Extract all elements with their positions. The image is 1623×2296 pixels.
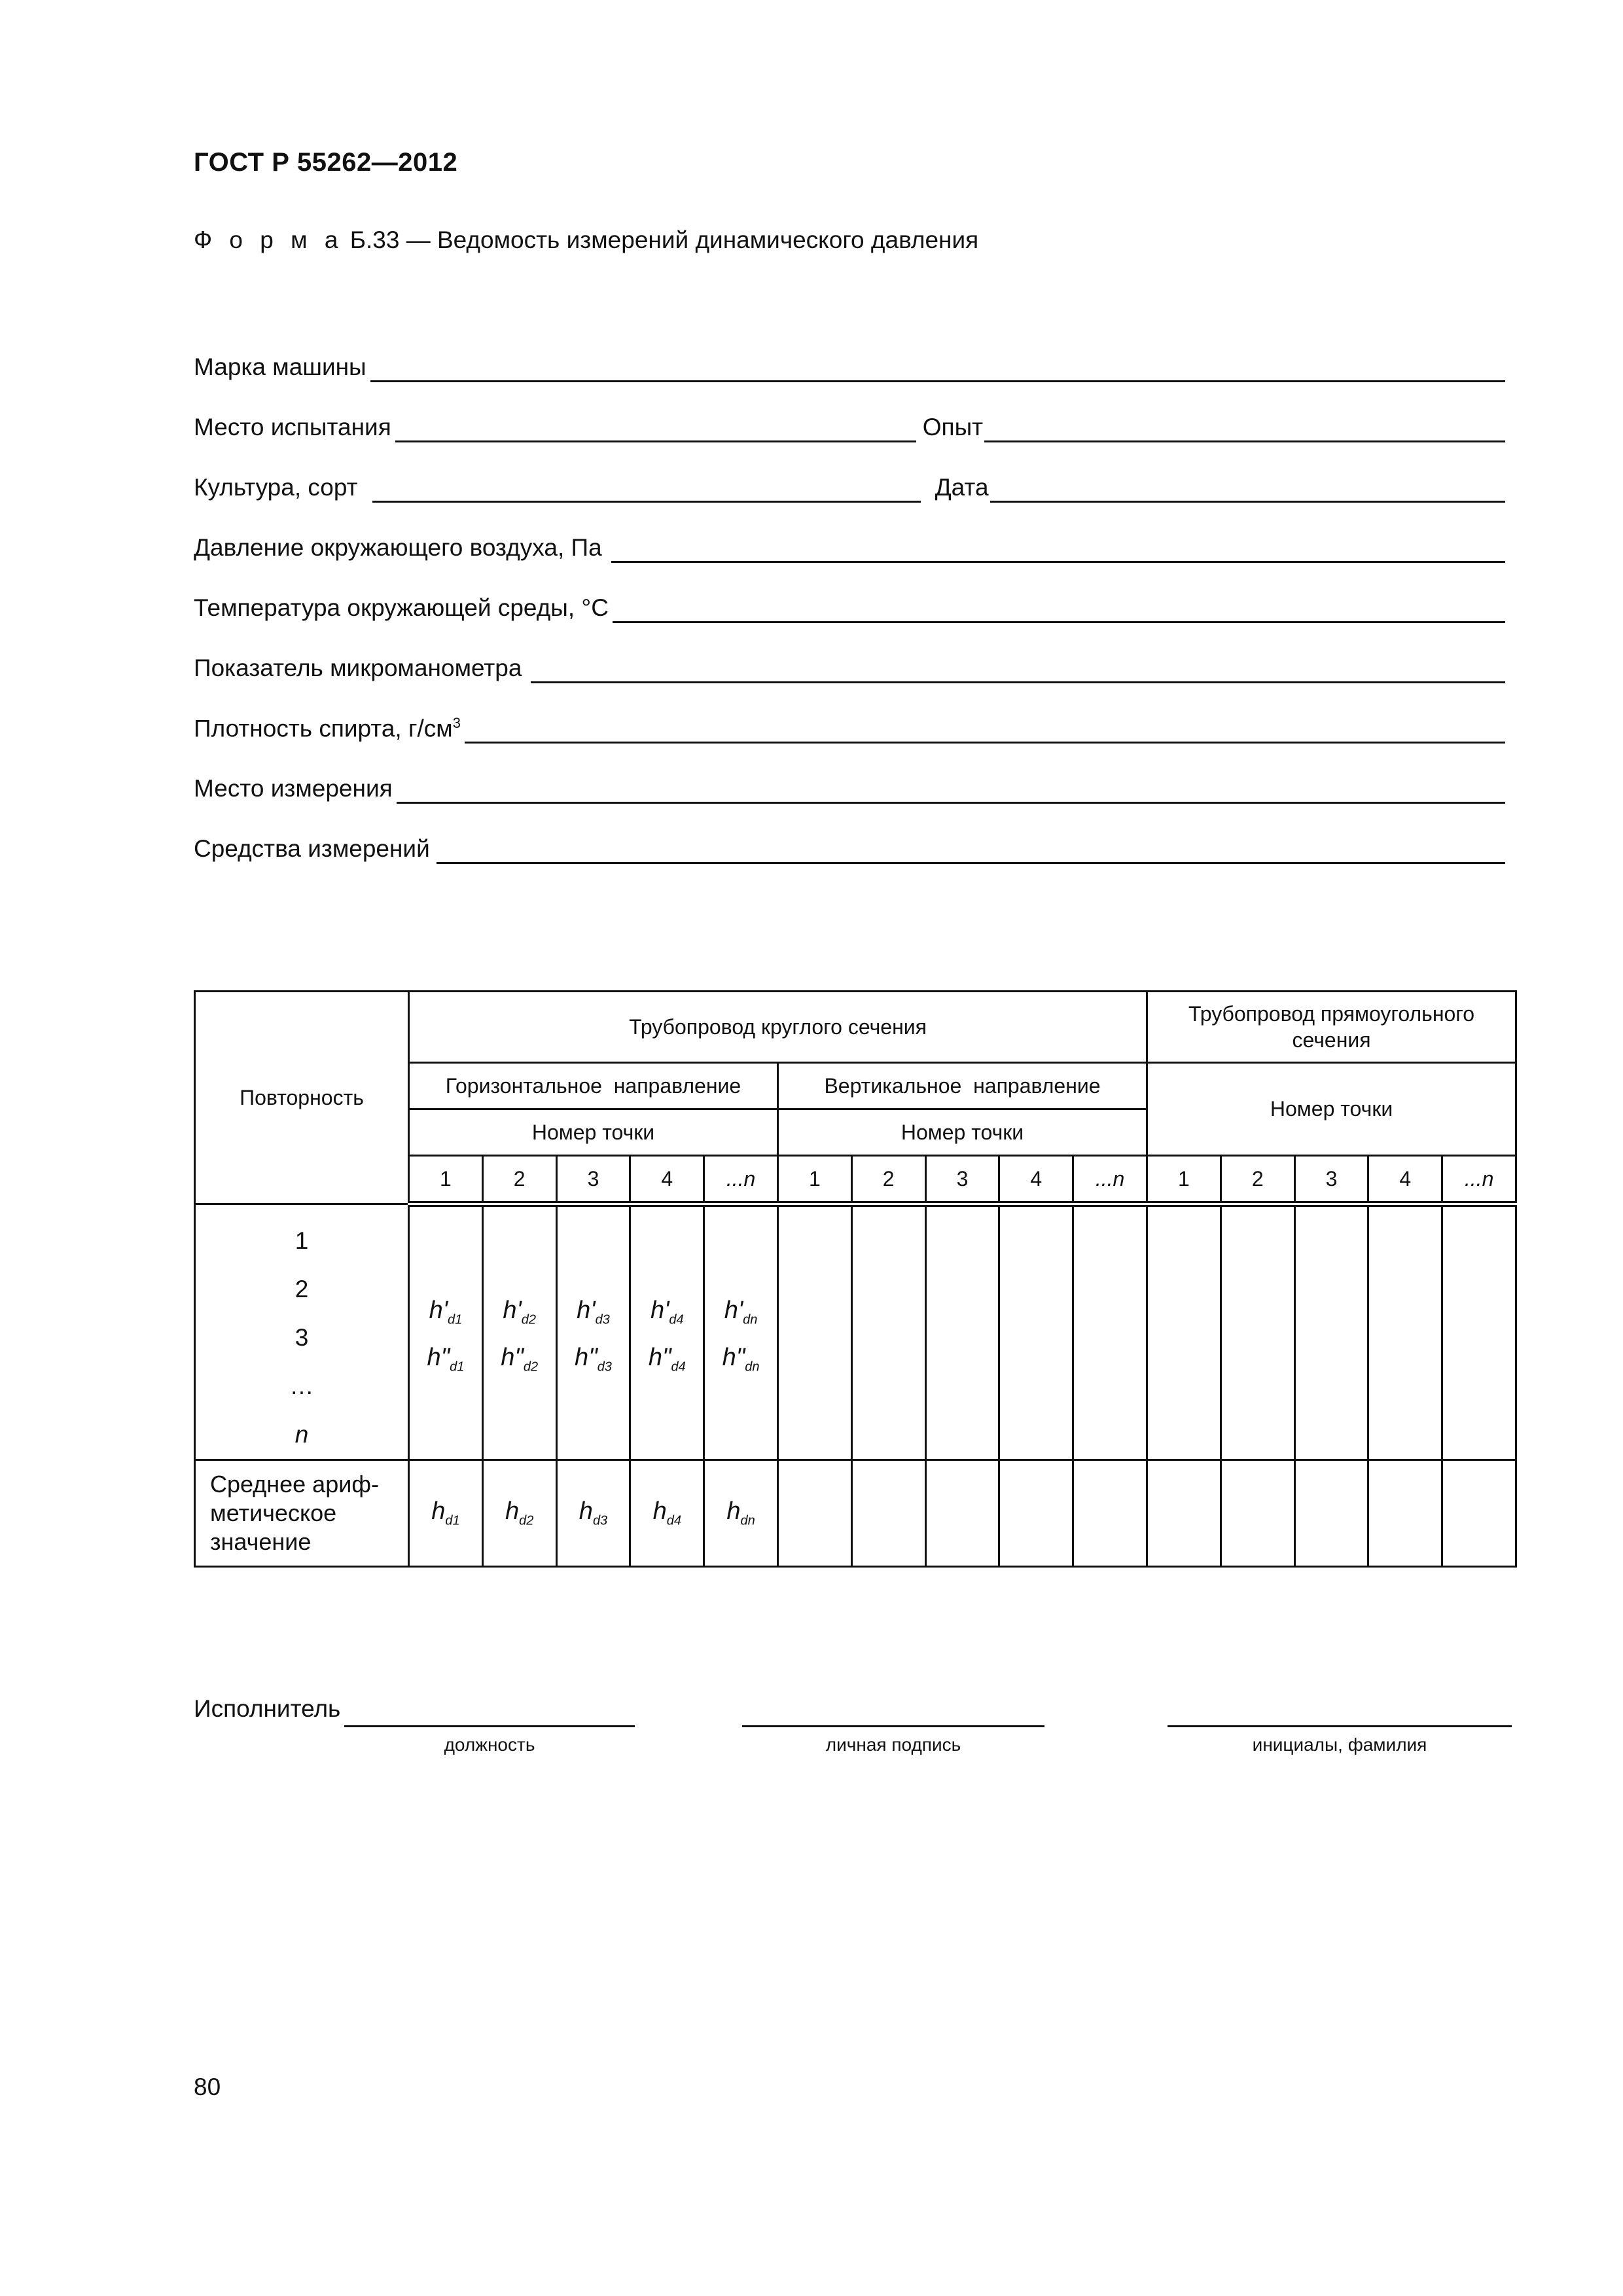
table-row-mean [195, 1460, 1516, 1567]
empty-cell[interactable] [1073, 1204, 1147, 1460]
h-mean-cell [556, 1460, 630, 1567]
position-line[interactable] [344, 1725, 635, 1727]
field-label: Марка машины [194, 353, 366, 380]
h-symbol: $h'_{d3}$ [577, 1296, 610, 1327]
point-label: 2 [851, 1156, 925, 1204]
fill-line[interactable] [984, 412, 1505, 442]
empty-cell[interactable] [1368, 1460, 1442, 1567]
empty-cell[interactable] [1368, 1204, 1442, 1460]
empty-cell[interactable] [1294, 1460, 1368, 1567]
field-label: Место измерения [194, 775, 393, 802]
mean-label: Среднее ариф-метическое значение [195, 1460, 409, 1567]
form-prefix: Ф о р м а [194, 226, 344, 253]
empty-cell[interactable] [1442, 1204, 1516, 1460]
field-label: Давление окружающего воздуха, Па [194, 534, 602, 561]
page-number: 80 [194, 2073, 221, 2100]
empty-cell[interactable] [1442, 1460, 1516, 1567]
signature-caption: личная подпись [825, 1734, 961, 1755]
header-round-pipe: Трубопровод круглого сечения [409, 992, 1147, 1063]
h-symbol: $h"_{d1}$ [427, 1343, 465, 1374]
header-point-number: Номер точки [1147, 1063, 1516, 1156]
point-label: 2 [482, 1156, 556, 1204]
h-symbol: $h'_{d1}$ [429, 1296, 463, 1327]
header-vertical: Вертикальное направление [777, 1063, 1147, 1109]
field-label: Показатель микроманометра [194, 655, 522, 681]
h-symbol: $h_{dn}$ [726, 1498, 755, 1528]
empty-cell[interactable] [925, 1460, 999, 1567]
empty-cell[interactable] [1221, 1204, 1294, 1460]
field-micromanometer [194, 644, 1505, 683]
point-label: 4 [630, 1156, 704, 1204]
repeat-label: 3 [294, 1324, 309, 1351]
h-value-cell [482, 1204, 556, 1460]
point-label: 4 [999, 1156, 1073, 1204]
density-label-text: Плотность спирта, г/см [194, 715, 453, 742]
name-caption: инициалы, фамилия [1252, 1734, 1427, 1755]
fill-line[interactable] [531, 653, 1505, 683]
h-value-cell [409, 1204, 483, 1460]
h-symbol: $h"_{d2}$ [501, 1343, 539, 1374]
point-label: ...n [704, 1156, 778, 1204]
field-label: Место испытания [194, 414, 391, 440]
field-machine-brand [194, 343, 1505, 382]
empty-cell[interactable] [1294, 1204, 1368, 1460]
h-symbol: $h'_{d4}$ [650, 1296, 684, 1327]
repeat-label: n [294, 1421, 309, 1448]
header-horizontal: Горизонтальное направление [409, 1063, 778, 1109]
point-label: 1 [409, 1156, 483, 1204]
field-instruments [194, 825, 1505, 864]
fill-line[interactable] [395, 412, 916, 442]
empty-cell[interactable] [1221, 1460, 1294, 1567]
header-point-number: Номер точки [409, 1109, 778, 1156]
field-crop-variety [194, 463, 1505, 503]
empty-cell[interactable] [999, 1204, 1073, 1460]
header-repeat: Повторность [195, 992, 409, 1204]
fill-line[interactable] [372, 472, 921, 503]
h-mean-cell [409, 1460, 483, 1567]
point-label: 3 [1294, 1156, 1368, 1204]
h-symbol: $h"_{dn}$ [722, 1343, 760, 1374]
signature-line[interactable] [742, 1725, 1044, 1727]
fill-line[interactable] [437, 833, 1505, 864]
density-unit-exponent: 3 [452, 714, 461, 731]
form-title [194, 226, 978, 254]
table-row [195, 1204, 1516, 1460]
h-value-cell [704, 1204, 778, 1460]
header-rect-pipe: Трубопровод прямоугольного сечения [1147, 992, 1516, 1063]
field-measurement-place [194, 764, 1505, 804]
fill-line[interactable] [990, 472, 1505, 503]
field-temperature [194, 584, 1505, 623]
field-test-place [194, 403, 1505, 442]
empty-cell[interactable] [777, 1460, 851, 1567]
empty-cell[interactable] [851, 1460, 925, 1567]
h-symbol: $h_{d2}$ [505, 1498, 534, 1528]
h-mean-cell [630, 1460, 704, 1567]
empty-cell[interactable] [777, 1204, 851, 1460]
h-symbol: $h"_{d3}$ [575, 1343, 612, 1374]
fill-line[interactable] [611, 532, 1505, 563]
executor-label: Исполнитель [194, 1695, 341, 1722]
point-label: 4 [1368, 1156, 1442, 1204]
empty-cell[interactable] [851, 1204, 925, 1460]
field-label: Культура, сорт [194, 474, 358, 501]
empty-cell[interactable] [1073, 1460, 1147, 1567]
field-label: Средства измерений [194, 835, 430, 862]
h-symbol: $h"_{d4}$ [648, 1343, 686, 1374]
point-label: 2 [1221, 1156, 1294, 1204]
repeat-label: … [289, 1372, 314, 1399]
fill-line[interactable] [397, 773, 1505, 804]
empty-cell[interactable] [1147, 1204, 1221, 1460]
h-symbol: $h_{d3}$ [579, 1498, 608, 1528]
name-line[interactable] [1168, 1725, 1512, 1727]
point-label: 3 [556, 1156, 630, 1204]
repeat-label: 1 [294, 1227, 309, 1254]
point-label: 1 [1147, 1156, 1221, 1204]
position-caption: должность [444, 1734, 535, 1755]
field-air-pressure [194, 524, 1505, 563]
form-title-text: Б.33 — Ведомость измерений динамического давления [349, 226, 979, 253]
h-symbol: $h_{d1}$ [431, 1498, 460, 1528]
header-point-number: Номер точки [777, 1109, 1147, 1156]
repeat-label: 2 [294, 1276, 309, 1302]
h-symbol: $h'_{d2}$ [503, 1296, 537, 1327]
repeat-list-cell [195, 1204, 409, 1460]
field-label [194, 715, 461, 744]
h-symbol: $h_{d4}$ [652, 1498, 681, 1528]
fill-line[interactable] [613, 592, 1505, 623]
h-value-cell [630, 1204, 704, 1460]
h-mean-cell [482, 1460, 556, 1567]
empty-cell[interactable] [925, 1204, 999, 1460]
point-label: 3 [925, 1156, 999, 1204]
measurement-table [194, 990, 1517, 1568]
point-label: 1 [777, 1156, 851, 1204]
empty-cell[interactable] [999, 1460, 1073, 1567]
field-alcohol-density [194, 704, 1505, 744]
fill-line[interactable] [465, 713, 1505, 744]
field-label: Температура окружающей среды, °С [194, 594, 609, 621]
field-label: Опыт [922, 414, 984, 440]
field-label: Дата [935, 474, 989, 501]
h-symbol: $h'_{dn}$ [724, 1296, 758, 1327]
empty-cell[interactable] [1147, 1460, 1221, 1567]
h-mean-cell [704, 1460, 778, 1567]
point-label: ...n [1073, 1156, 1147, 1204]
fill-line[interactable] [370, 351, 1505, 382]
point-label: ...n [1442, 1156, 1516, 1204]
standard-code: ГОСТ Р 55262—2012 [194, 148, 458, 177]
h-value-cell [556, 1204, 630, 1460]
